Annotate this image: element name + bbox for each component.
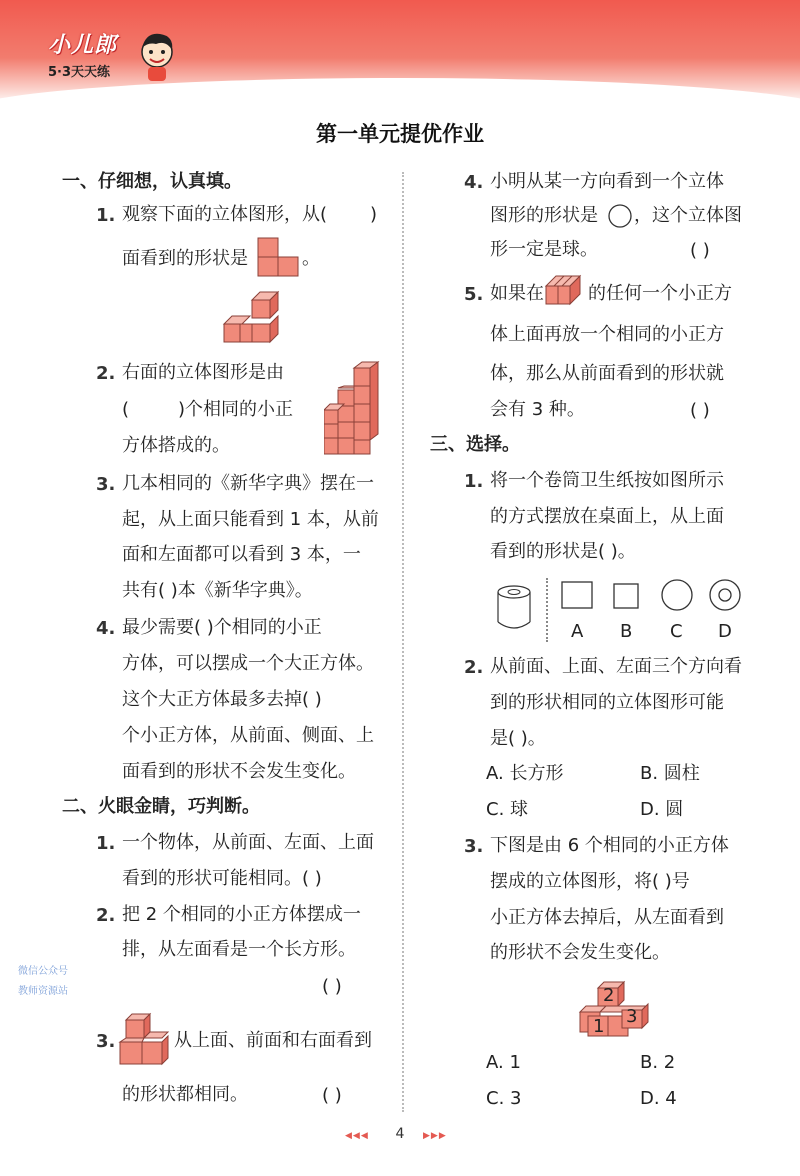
s1-q4-line5: 面看到的形状不会发生变化。: [122, 761, 356, 782]
s1-q1-view-shape-icon: [256, 236, 304, 278]
s3-q3-line3: 小正方体去掉后，从左面看到: [490, 907, 724, 928]
s2-q5-number: 5.: [464, 284, 484, 305]
option-c-circle-icon: [660, 578, 694, 612]
circle-shape-icon: [607, 203, 633, 229]
s3-q2-line2: 到的形状相同的立体图形可能: [490, 692, 724, 713]
s2-q2-line2: 排，从左面看是一个长方形。: [122, 939, 356, 960]
s3-q2-option-a: A. 长方形: [486, 763, 564, 784]
s1-q4-line2: 方体，可以摆成一个大正方体。: [122, 653, 374, 674]
s3-q1-number: 1.: [464, 471, 484, 492]
option-b-label: B: [620, 621, 633, 642]
cube-label-2: 2: [603, 985, 615, 1006]
s2-q3-cube-figure-icon: [118, 1012, 174, 1068]
s2-q2-answer-paren: ( ): [322, 976, 342, 997]
brand-logo: [48, 28, 117, 80]
s3-q3-line4: 的形状不会发生变化。: [490, 942, 670, 963]
s2-q5-line3: 体，那么从前面看到的形状就: [490, 363, 724, 384]
s3-q3-line2: 摆成的立体图形，将( )号: [490, 871, 690, 892]
s3-q1-line2: 的方式摆放在桌面上，从上面: [490, 506, 724, 527]
option-b-square-icon: [612, 582, 640, 610]
cube-label-3: 3: [626, 1006, 638, 1027]
s1-q3-line2: 起，从上面只能看到 1 本，从前: [122, 509, 379, 530]
s2-q3-line1: 从上面、前面和右面看到: [174, 1030, 372, 1051]
s3-q3-option-c: C. 3: [486, 1088, 522, 1109]
toilet-paper-roll-icon: [494, 584, 534, 630]
s3-q1-line3: 看到的形状是( )。: [490, 541, 636, 562]
s1-q1-line2-end: 。: [302, 248, 320, 269]
s2-q2-line1: 把 2 个相同的小正方体摆成一: [122, 904, 361, 925]
s3-q2-option-d: D. 圆: [640, 799, 684, 820]
page-number: 4: [395, 1126, 405, 1142]
s2-q5-answer-paren: ( ): [690, 400, 710, 421]
section-2-heading: 二、火眼金睛，巧判断。: [62, 796, 260, 817]
s2-q3-answer-paren: ( ): [322, 1085, 342, 1106]
s1-q3-line3: 面和左面都可以看到 3 本，一: [122, 544, 361, 565]
s2-q5-cube-row-icon: [544, 272, 586, 308]
s3-q3-cube-figure-icon: [578, 978, 652, 1040]
cube-label-1: 1: [593, 1016, 605, 1037]
s1-q4-line4: 个小正方体，从前面、侧面、上: [122, 725, 374, 746]
s3-q2-line1: 从前面、上面、左面三个方向看: [490, 656, 742, 677]
s3-q2-option-b: B. 圆柱: [640, 763, 700, 784]
s2-q4-line2a: 图形的形状是: [490, 205, 598, 226]
s2-q4-number: 4.: [464, 172, 484, 193]
s3-q2-option-c: C. 球: [486, 799, 529, 820]
s1-q1-line1: 观察下面的立体图形，从(: [122, 204, 328, 225]
s3-q2-line3: 是( )。: [490, 728, 546, 749]
section-3-heading: 三、选择。: [430, 434, 520, 455]
s2-q5-line1a: 如果在: [490, 283, 544, 304]
s3-q3-numbered-cubes: [578, 978, 652, 1040]
s1-q2-line1: 右面的立体图形是由: [122, 362, 284, 383]
option-d-ring-icon: [708, 578, 742, 612]
s2-q3-number: 3.: [96, 1031, 116, 1052]
s2-q1-line2: 看到的形状可能相同。( ): [122, 868, 322, 889]
mascot-boy-icon: [136, 30, 178, 82]
s1-q2-line3: 方体搭成的。: [122, 435, 230, 456]
s1-q2-cube-stack-icon: [324, 360, 382, 458]
column-divider: [402, 172, 404, 1112]
q1-figure-separator: [546, 578, 548, 642]
s1-q3-number: 3.: [96, 474, 116, 495]
section-1-heading: 一、仔细想，认真填。: [62, 171, 242, 192]
s2-q4-line3: 形一定是球。: [490, 239, 598, 260]
s1-q1-solid-figure-icon: [222, 290, 282, 346]
s2-q1-number: 1.: [96, 833, 116, 854]
s1-q3-line4: 共有( )本《新华字典》。: [122, 580, 313, 601]
option-a-rectangle-icon: [560, 580, 594, 610]
s2-q2-number: 2.: [96, 905, 116, 926]
s3-q1-line1: 将一个卷筒卫生纸按如图所示: [490, 470, 724, 491]
s3-q2-number: 2.: [464, 657, 484, 678]
option-a-label: A: [571, 621, 584, 642]
s2-q4-line2b: ，这个立体图: [634, 205, 742, 226]
s2-q4-line1: 小明从某一方向看到一个立体: [490, 171, 724, 192]
page-title: 第一单元提优作业: [316, 122, 484, 146]
option-d-label: D: [718, 621, 732, 642]
footer-left-arrows-icon: ◀◀◀: [345, 1131, 369, 1141]
s2-q1-line1: 一个物体，从前面、左面、上面: [122, 832, 374, 853]
s1-q2-number: 2.: [96, 363, 116, 384]
s1-q4-line3: 这个大正方体最多去掉( ): [122, 689, 322, 710]
s1-q1-line1-close: ): [370, 204, 378, 225]
s2-q4-answer-paren: ( ): [690, 240, 710, 261]
footer-right-arrows-icon: ▶▶▶: [423, 1131, 447, 1141]
s2-q3-line2: 的形状都相同。: [122, 1084, 248, 1105]
s1-q3-line1: 几本相同的《新华字典》摆在一: [122, 473, 374, 494]
s1-q1-number: 1.: [96, 205, 116, 226]
s1-q4-number: 4.: [96, 618, 116, 639]
logo-subtitle: 5·3天天练: [48, 65, 111, 80]
s1-q1-line2: 面看到的形状是: [122, 248, 248, 269]
s1-q2-line2-open: (: [122, 399, 130, 420]
s3-q3-line1: 下图是由 6 个相同的小正方体: [490, 835, 729, 856]
watermark-line1: 微信公众号: [18, 966, 68, 977]
s3-q3-option-d: D. 4: [640, 1088, 677, 1109]
watermark-line2: 教师资源站: [18, 986, 68, 997]
s2-q5-line2: 体上面再放一个相同的小正方: [490, 324, 724, 345]
s3-q3-option-a: A. 1: [486, 1052, 521, 1073]
s3-q3-option-b: B. 2: [640, 1052, 676, 1073]
option-c-label: C: [670, 621, 683, 642]
s1-q2-line2: )个相同的小正: [178, 399, 294, 420]
s2-q5-line4: 会有 3 种。: [490, 399, 585, 420]
s1-q4-line1: 最少需要( )个相同的小正: [122, 617, 322, 638]
s3-q3-number: 3.: [464, 836, 484, 857]
s2-q5-line1b: 的任何一个小正方: [588, 283, 732, 304]
logo-title: 小儿郎: [48, 33, 118, 58]
